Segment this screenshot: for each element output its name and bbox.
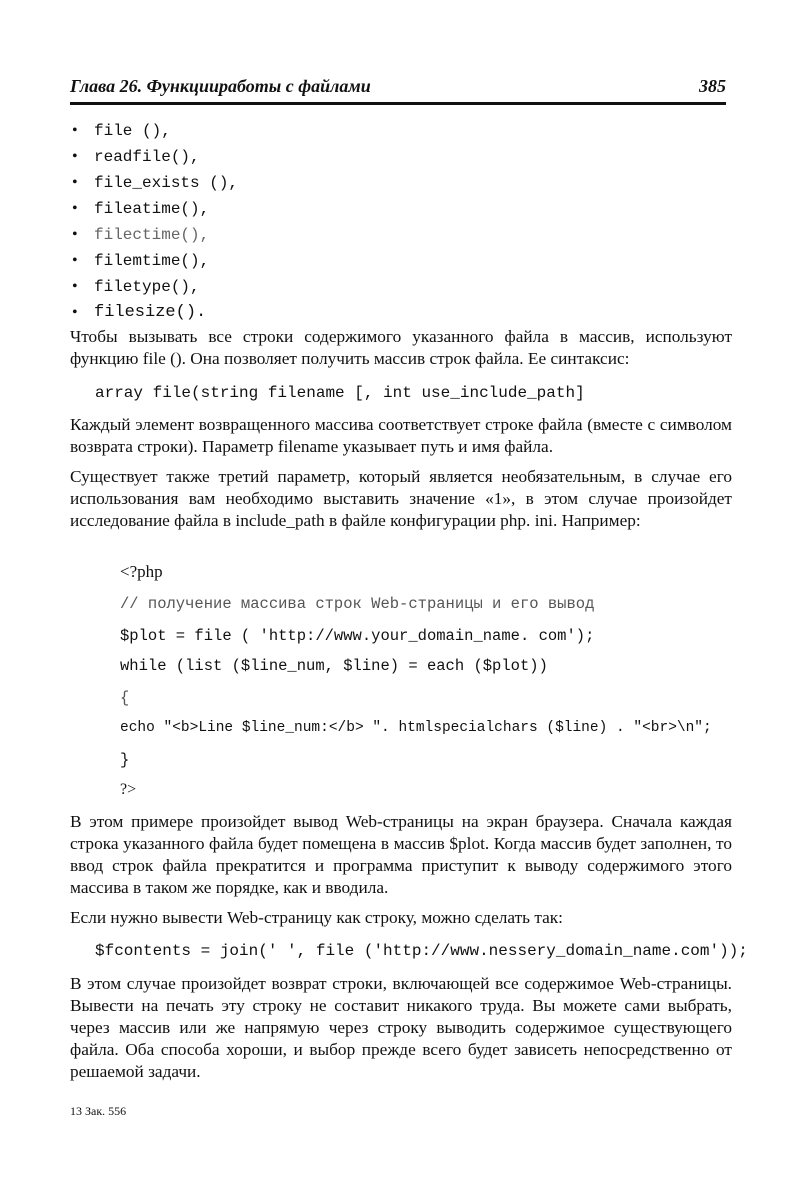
paragraph-file-intro: Чтобы вызывать все строки содержимого указанного файла в массив, используют функцию file (). Она позволяет получить массив строк файла. Ее синтаксис: bbox=[70, 327, 732, 368]
paragraph-as-string: Если нужно вывести Web-страницу как строку, можно сделать так: bbox=[70, 908, 563, 927]
chapter-title: Глава 26. Функцииработы с файлами bbox=[70, 76, 371, 96]
paragraph-return-desc: Каждый элемент возвращенного массива соответствует строке файла (вместе с символом возврата строки). Параметр filename указывает путь и имя файла. bbox=[70, 415, 732, 456]
code-signature: array file(string filename [, int use_include_path] bbox=[95, 384, 585, 402]
code-line: while (list ($line_num, $line) = each ($plot)) bbox=[120, 657, 548, 675]
paragraph-third-param: Существует также третий параметр, который является необязательным, в случае его использования вам необходимо выставить значение «1», в этом случае произойдет исследование файла в include_path в файле конфигурации php. ini. Например: bbox=[70, 467, 732, 530]
page-header bbox=[70, 76, 726, 105]
code-join: $fcontents = join(' ', file ('http://www.nessery_domain_name.com')); bbox=[95, 942, 748, 960]
code-line: <?php bbox=[120, 562, 163, 581]
list-item: • filetype(), bbox=[72, 278, 200, 296]
code-line: $plot = file ( 'http://www.your_domain_name. com'); bbox=[120, 627, 595, 645]
page-footer: 13 Зак. 556 bbox=[70, 1104, 127, 1118]
paragraph-conclusion: В этом случае произойдет возврат строки, включающей все содержимое Web-страницы. Вывести на печать эту строку не составит никакого труда. Вы можете сами выбрать, через массив или же напрямую через строку выводить содержимое существующего файла. Оба способа хороши, и выбор прежде всего будет зависеть непосредственно от решаемой задачи. bbox=[70, 974, 732, 1081]
code-line: } bbox=[120, 751, 130, 769]
list-item: • fileatime(), bbox=[72, 200, 210, 218]
code-line: ?> bbox=[120, 781, 137, 798]
page-number: 385 bbox=[699, 76, 726, 96]
code-line: echo "<b>Line $line_num:</b> ". htmlspecialchars ($line) . "<br>\n"; bbox=[120, 720, 712, 736]
code-comment: // получение массива строк Web-страницы и его вывод bbox=[120, 595, 595, 613]
function-list bbox=[72, 118, 472, 326]
list-item: • readfile(), bbox=[72, 148, 200, 166]
list-item: • file (), bbox=[72, 122, 171, 140]
list-item: • file_exists (), bbox=[72, 174, 239, 192]
paragraph-example-explain: В этом примере произойдет вывод Web-страницы на экран браузера. Сначала каждая строка указанного файла будет помещена в массив $plot. Когда массив будет заполнен, то ввод строк файла прекратится и программа приступит к выводу содержимого этого массива в таком же порядке, как и вводила. bbox=[70, 812, 732, 897]
list-item: • filemtime(), bbox=[72, 252, 210, 270]
list-item: • filesize(). bbox=[72, 303, 207, 322]
list-item: • filectime(), bbox=[72, 226, 210, 244]
code-line: { bbox=[120, 689, 130, 707]
